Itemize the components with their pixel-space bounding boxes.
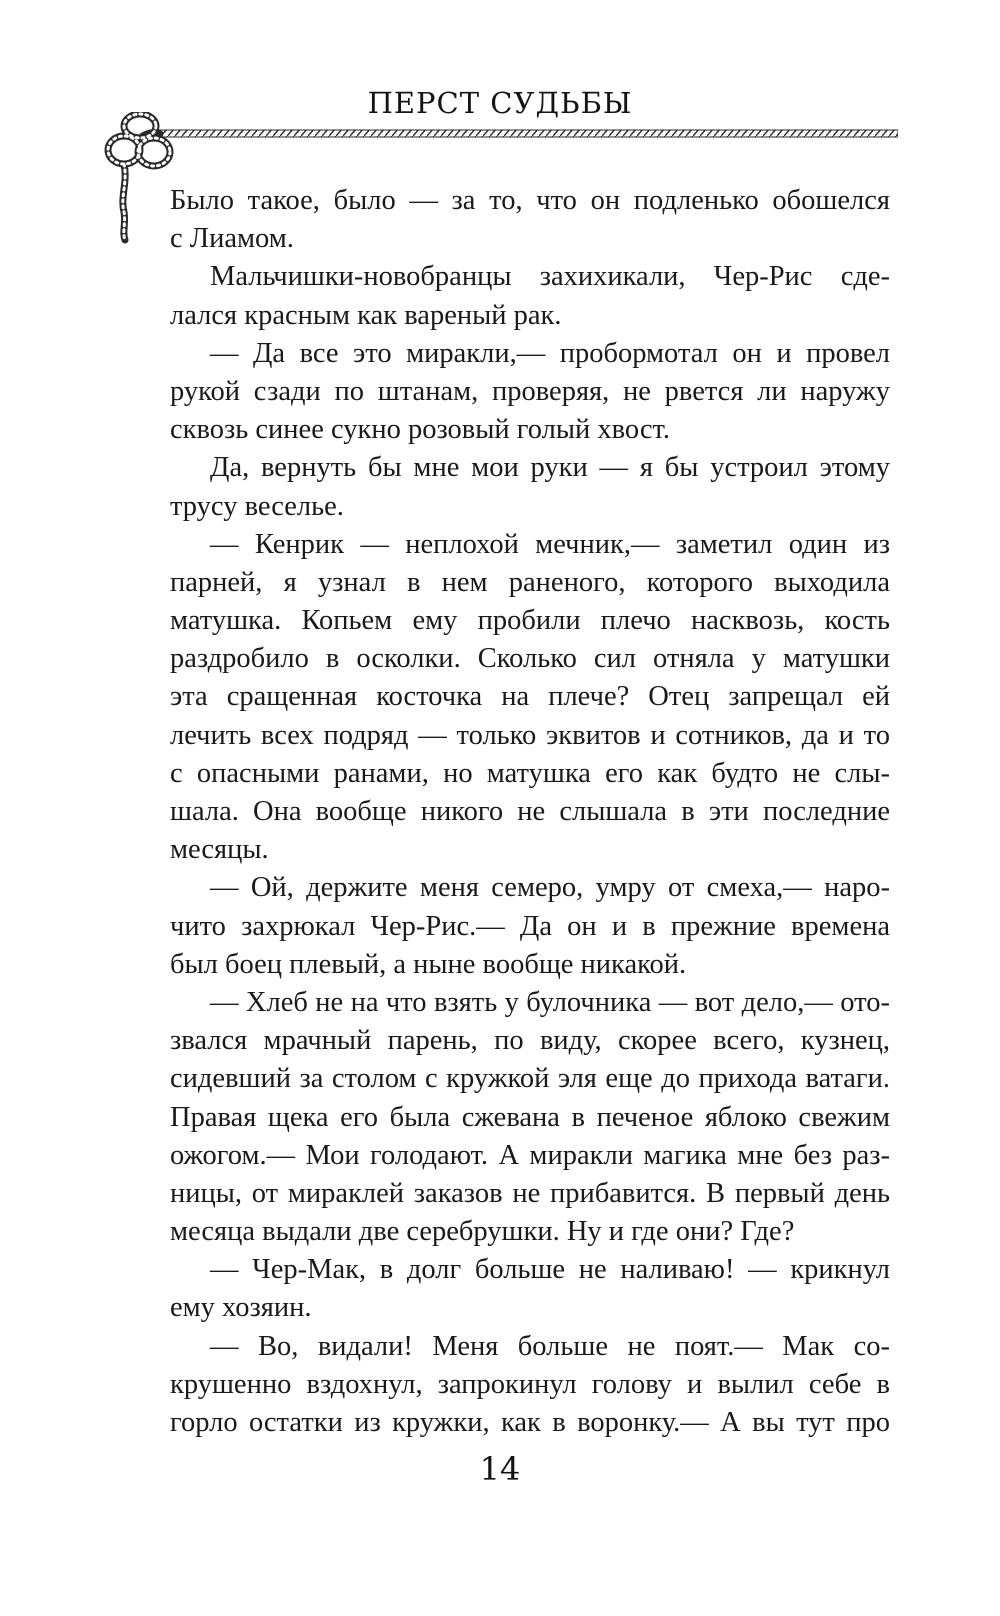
text-line: шала. Она вообще никого не слышала в эти последние — [170, 796, 890, 827]
text-line: ницы, от мираклей заказов не прибавится. В первый день — [170, 1177, 890, 1209]
text-line: эта сращенная косточка на плече? Отец запрещал ей — [170, 681, 890, 713]
text-line: Да, вернуть бы мне мои руки — я бы устроил этому — [210, 452, 890, 484]
text-line: лался красным как вареный рак. — [170, 299, 562, 331]
text-line: сидевший за столом с кружкой эля еще до прихода ватаги. — [170, 1063, 890, 1095]
text-line: парней, я узнал в нем раненого, которого выходила — [170, 566, 890, 598]
text-line: ожогом.— Мои голодают. А миракли магика мне без раз- — [170, 1139, 890, 1171]
text-line: сквозь синее сукно розовый голый хвост. — [170, 414, 670, 446]
text-line: был боец плевый, а ныне вообще никакой. — [170, 948, 687, 980]
text-line: раздробило в осколки. Сколько сил отняла у матушки — [170, 643, 890, 675]
text-line: месяца выдали две серебрушки. Ну и где они? Где? — [170, 1216, 795, 1248]
text-line: — Во, видали! Меня больше не поят.— Мак со- — [210, 1330, 890, 1362]
text-line: лечить всех подряд — только эквитов и сотников, да и то — [170, 719, 890, 751]
text-line: трусу веселье. — [170, 490, 344, 522]
text-line: — Кенрик — неплохой мечник,— заметил один из — [210, 528, 890, 560]
text-line: с опасными ранами, но матушка его как будто не слы- — [170, 757, 890, 789]
text-line: Правая щека его была сжевана в печеное яблоко свежим — [170, 1101, 890, 1133]
text-line: горло остатки из кружки, как в воронку.— А вы тут про — [170, 1407, 890, 1438]
text-line: матушка. Копьем ему пробили плечо насквозь, кость — [170, 605, 890, 637]
text-line: крушенно вздохнул, запрокинул голову и вылил себе в — [170, 1368, 890, 1400]
text-line: звался мрачный парень, по виду, скорее всего, кузнец, — [170, 1025, 890, 1057]
text-line: — Да все это миракли,— пробормотал он и провел — [210, 337, 890, 369]
text-line: Мальчишки-новобранцы захихикали, Чер-Рис сде- — [210, 261, 890, 293]
text-line: ему хозяин. — [170, 1292, 312, 1324]
text-line: — Ой, держите меня семеро, умру от смеха,— наро- — [210, 872, 890, 904]
text-line: — Чер-Мак, в долг больше не наливаю! — крикнул — [210, 1254, 890, 1286]
text-line: — Хлеб не на что взять у булочника — вот дело,— ото- — [210, 986, 890, 1018]
text-line: рукой сзади по штанам, проверяя, не рвется ли наружу — [170, 375, 890, 407]
page-number: 14 — [479, 1450, 521, 1488]
text-line: Было такое, было — за то, что он подленько обошелся — [170, 185, 890, 216]
text-line: месяцы. — [170, 834, 269, 866]
text-line: с Лиамом. — [170, 223, 294, 255]
running-title: ПЕРСТ СУДЬБЫ — [367, 86, 633, 120]
body-text — [170, 182, 890, 1442]
text-line: чито захрюкал Чер-Рис.— Да он и в прежние времена — [170, 910, 890, 942]
